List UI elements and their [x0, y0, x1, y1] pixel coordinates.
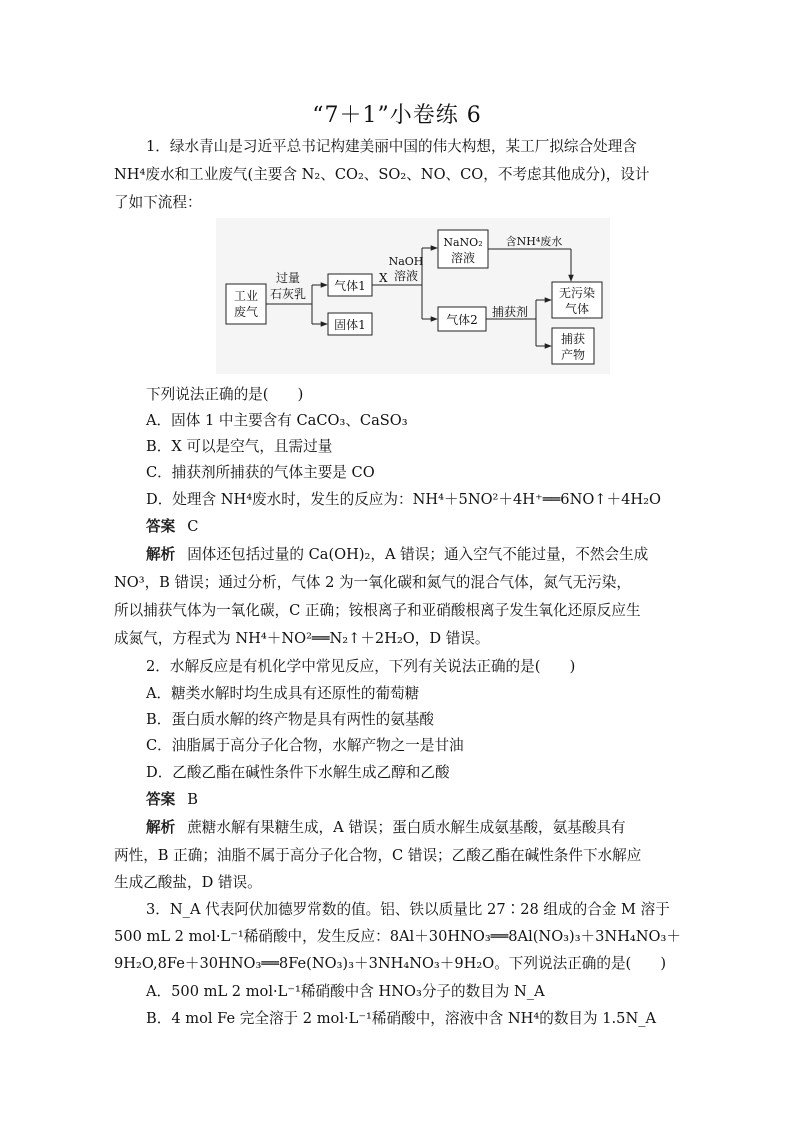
q1-answer [146, 514, 712, 540]
q3-stem-line-1: 3．N_A 代表阿伏加德罗常数的值。铝、铁以质量比 27∶28 组成的合金 M 溶于 [146, 901, 670, 918]
lime-label-2: 石灰乳 [269, 287, 307, 301]
lime-label-1: 过量 [275, 271, 301, 285]
industrial-gas-label-1: 工业 [233, 289, 259, 303]
explanation-label: 解析 [146, 819, 176, 836]
industrial-gas-label-2: 废气 [233, 305, 259, 319]
q1-explanation-line-2: NO³，B 错误；通过分析，气体 2 为一氧化碳和氮气的混合气体，氮气无污染， [114, 574, 631, 591]
gas2-label: 气体2 [446, 313, 478, 327]
q2-option-c: C．油脂属于高分子化合物，水解产物之一是甘油 [146, 737, 464, 754]
q2-explanation-line-3: 生成乙酸盐，D 错误。 [114, 874, 262, 891]
naoh-label-1: NaOH [388, 255, 424, 268]
solid1-label: 固体1 [334, 318, 366, 332]
clean-gas-label-1: 无污染 [558, 286, 596, 300]
capture-agent-label: 捕获剂 [491, 305, 529, 319]
q1-question: 下列说法正确的是( ) [146, 386, 304, 403]
q3-option-a: A．500 mL 2 mol·L⁻¹稀硝酸中含 HNO₃分子的数目为 N_A [146, 983, 545, 1000]
q1-option-a: A．固体 1 中主要含有 CaCO₃、CaSO₃ [146, 412, 408, 429]
nano2-label-2: 溶液 [450, 251, 476, 265]
q1-explanation-line-3: 所以捕获气体为一氧化碳，C 正确；铵根离子和亚硝酸根离子发生氧化还原反应生 [114, 602, 641, 619]
q2-option-a: A．糖类水解时均生成具有还原性的葡萄糖 [146, 685, 420, 702]
answer-label: 答案 [146, 518, 176, 535]
process-flow-diagram [216, 218, 610, 374]
q3-stem-line-3: 9H₂O,8Fe＋30HNO₃══8Fe(NO₃)₃＋3NH₄NO₃＋9H₂O。下列说法正确的是( ) [114, 955, 667, 972]
q1-stem-line-2: NH⁴废水和工业废气(主要含 N₂、CO₂、SO₂、NO、CO，不考虑其他成分)，设计 [114, 166, 650, 183]
wastewater-label: 含NH⁴废水 [505, 235, 563, 248]
page-title: “7＋1”小卷练 6 [312, 103, 482, 128]
captured-label-1: 捕获 [560, 332, 586, 346]
q3-option-b: B．4 mol Fe 完全溶于 2 mol·L⁻¹稀硝酸中，溶液中含 NH⁴的数目为 1.5N_A [146, 1010, 657, 1027]
explanation-text: 蔗糖水解有果糖生成，A 错误；蛋白质水解生成氨基酸，氨基酸具有 [187, 819, 626, 836]
q2-question: 2．水解反应是有机化学中常见反应，下列有关说法正确的是( ) [146, 658, 576, 675]
q2-explanation-line-1 [146, 815, 712, 841]
q1-option-c: C．捕获剂所捕获的气体主要是 CO [146, 464, 375, 481]
x-label: X [379, 271, 388, 285]
q2-answer [146, 787, 712, 813]
answer-value: C [187, 518, 199, 535]
explanation-text: 固体还包括过量的 Ca(OH)₂，A 错误；通入空气不能过量，不然会生成 [187, 546, 649, 563]
q1-stem-line-3: 了如下流程： [114, 194, 202, 211]
explanation-label: 解析 [146, 546, 176, 563]
q3-stem-line-2: 500 mL 2 mol·L⁻¹稀硝酸中，发生反应：8Al＋30HNO₃══8Al(NO₃)₃＋3NH₄NO₃＋ [114, 928, 681, 945]
q2-explanation-line-2: 两性，B 正确；油脂不属于高分子化合物，C 错误；乙酸乙酯在碱性条件下水解应 [114, 847, 642, 864]
q1-explanation-line-1 [146, 542, 712, 568]
q2-option-b: B．蛋白质水解的终产物是具有两性的氨基酸 [146, 711, 435, 728]
answer-value: B [187, 791, 198, 808]
q1-option-d: D．处理含 NH⁴废水时，发生的反应为：NH⁴＋5NO²＋4H⁺══6NO↑＋4H₂O [146, 491, 661, 508]
clean-gas-label-2: 气体 [564, 302, 590, 316]
q1-explanation-line-4: 成氮气，方程式为 NH⁴＋NO²══N₂↑＋2H₂O，D 错误。 [114, 630, 490, 647]
q1-stem-line-1: 1．绿水青山是习近平总书记构建美丽中国的伟大构想，某工厂拟综合处理含 [146, 138, 637, 155]
q2-option-d: D．乙酸乙酯在碱性条件下水解生成乙醇和乙酸 [146, 764, 450, 781]
captured-label-2: 产物 [560, 348, 586, 362]
naoh-label-2: 溶液 [393, 269, 419, 283]
nano2-label-1: NaNO₂ [443, 236, 483, 249]
gas1-label: 气体1 [334, 279, 366, 293]
q1-option-b: B．X 可以是空气，且需过量 [146, 438, 333, 455]
answer-label: 答案 [146, 791, 176, 808]
